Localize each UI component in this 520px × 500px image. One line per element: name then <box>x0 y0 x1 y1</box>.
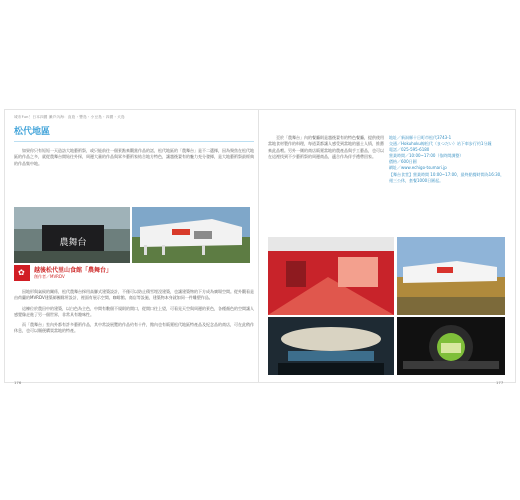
paragraph-3: 這棟位於農田中的建築，以白色為主色，中間有數個不規則的開口，從開口往上望，可看見天空與周邊的景色，各種顏色的空間讓人感覺像走進了另一個世界，非常具有趣味性。 <box>14 305 254 317</box>
right-body <box>268 135 384 164</box>
section-rule <box>14 141 254 142</box>
sign-text: 農舞台 <box>59 238 87 248</box>
info-box <box>389 135 507 184</box>
photo-shop-interior <box>397 317 505 375</box>
paragraph-4: 而「農舞台」室內外都有許多藝術作品，其中常設展覽的作品約有十件，館內也有販賣松代地區特產品及紀念品的商店，可在此稍作休息，也可以順便購買當地的特產。 <box>14 322 254 334</box>
info-row: 網址／www.echigo-tsumari.jp <box>389 165 447 171</box>
photo-building-exterior <box>132 207 250 263</box>
info-row: 電話／025-595-6180 <box>389 147 430 153</box>
photo-interior-dark <box>268 317 394 375</box>
left-page <box>14 124 254 171</box>
chapter-creator: 創作者／MVRDV <box>34 274 65 279</box>
info-row: 營業時間／10:00~17:00（依時間調整） <box>389 153 464 159</box>
info-row: 交通／Hokuhoku線松代（まつだい）站下車步行約1分鐘 <box>389 141 492 147</box>
paragraph-2: 因地形與氣候的關係，松代農舞台採用高腳式建築設計，不僅可以防止積雪埋沒建築，也讓建築物的下方成為廣場空間。從外觀看是由荷蘭的MVRDV建築師團隊所設計，裡面有展示空間、咖啡館、商店等設施，建築物本身就如同一件雕塑作品。 <box>14 289 254 301</box>
chapter-title: 越後松代里山食館「農舞台」 <box>34 267 113 274</box>
photo-sign <box>14 207 130 263</box>
info-row: 地址／新潟縣十日町市松代3743-1 <box>389 135 452 140</box>
intro-paragraph: 如果你只有短短一天造訪大地藝術祭，或只能前往一個景點來觀賞作品的話，松代地區的「農舞台」是不二選擇，因為聚焦在松代地區的作品之多，就從農舞台開始往外探，周邊大量的作品與眾多藝術家結合地方特色，讓越後妻有的魅力充分發揮，是大地藝術祭最經典的作品集中地。 <box>14 148 254 166</box>
info-row: 【舞台食堂】營業時間 10:00~17:00，最終點餐時間為16:30，週三公休，套餐1000日圓起。 <box>389 171 505 183</box>
section-title: 松代地區 <box>14 127 51 137</box>
info-row: 價格／600日圓 <box>389 159 417 165</box>
book-gutter <box>258 110 259 382</box>
chapter-header <box>14 265 244 285</box>
photo-interior-red <box>268 237 394 315</box>
page-number-right: 177 <box>496 380 504 385</box>
left-body-lower <box>14 289 254 339</box>
running-head: 城市Fun！日本四國 瀨戶內海：直島・豐島・小豆島・四國・犬島 <box>14 115 125 119</box>
photo-building-field <box>397 237 505 315</box>
page-number-left: 176 <box>14 380 22 385</box>
flower-icon: ✿ <box>18 268 25 277</box>
chapter-badge <box>14 265 30 281</box>
right-paragraph: 至於「農舞台」內的餐廳則是越後妻有的特色餐廳，提供使用當地食材製作的料理，每道菜都讓人感受到當地的風土人情，推薦來此品嚐。另外一側的商店販賣當地的農產品與手工藝品，也可以在這裡找到不少藝術祭的周邊商品，適合作為伴手禮帶回家。 <box>268 135 384 159</box>
